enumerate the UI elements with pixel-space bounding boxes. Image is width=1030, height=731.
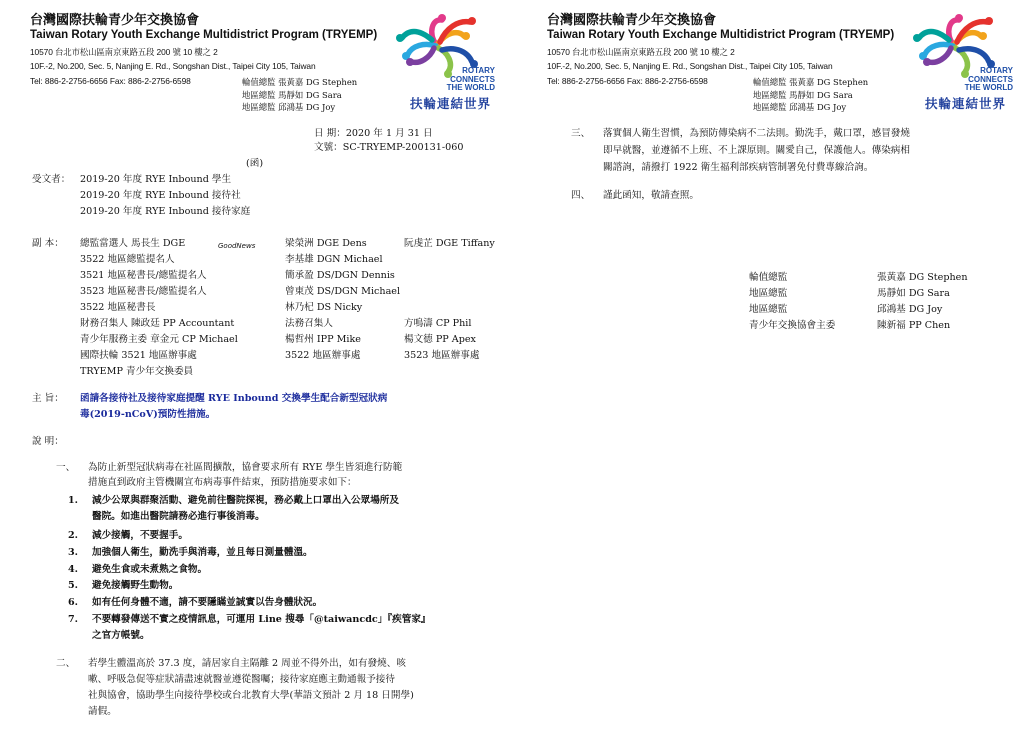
paragraph-2-line-2: 嗽、呼吸急促等症狀請盡速就醫並遵從醫囑；接待家庭應主動通報予接待	[88, 674, 395, 685]
paragraph-2-number: 二、	[56, 658, 76, 669]
subject-label: 主 旨：	[32, 393, 64, 404]
subject-line-1: 函請各接待社及接待家庭提醒 RYE Inbound 交換學生配合新型冠狀病	[80, 393, 388, 404]
paragraph-2-line-3: 社與協會，協助學生向接待學校或台北教育大學(華語文預計 2 月 18 日開學)	[88, 690, 414, 701]
logo-cn-text: 扶輪連結世界	[925, 96, 1007, 111]
closing-name-2: 馬靜如 DG Sara	[877, 288, 950, 299]
closing-name-1: 張黃嘉 DG Stephen	[877, 272, 968, 283]
address-cn: 10570 台北市松山區南京東路五段 200 號 10 樓之 2	[547, 47, 735, 57]
cc-row-1-col-2: 梁榮洲 DGE Dens	[285, 238, 367, 249]
logo-tagline: ROTARY CONNECTS THE WORLD	[964, 66, 1013, 92]
cc-row-5-col-2: 林乃杞 DS Nicky	[285, 302, 363, 313]
cc-row-7-col-3: 楊文德 PP Apex	[404, 334, 476, 345]
letter-page-2	[515, 0, 1030, 731]
letter-ref-no: 文號：SC-TRYEMP-200131-060	[314, 142, 464, 153]
measure-6-number: 6.	[68, 597, 79, 608]
cc-row-7-col-2: 楊哲州 IPP Mike	[285, 334, 361, 345]
paragraph-3-number: 三、	[571, 128, 591, 139]
org-name-cn: 台灣國際扶輪青少年交換協會	[547, 13, 717, 28]
measure-2-number: 2.	[68, 530, 79, 541]
signatory-3: 地區總監 邱鴻基 DG Joy	[753, 102, 847, 112]
org-name-cn: 台灣國際扶輪青少年交換協會	[30, 13, 200, 28]
closing-title-3: 地區總監	[749, 304, 788, 315]
paragraph-1-line-2: 措施直到政府主管機關宣布病毒事件結束，預防措施要求如下：	[88, 477, 357, 488]
cc-row-4-col-2: 曾東茂 DS/DGN Michael	[285, 286, 401, 297]
cc-row-6-col-2: 法務召集人	[285, 318, 333, 329]
contact-info: Tel: 886-2-2756-6656 Fax: 886-2-2756-6598	[547, 76, 708, 86]
org-name-en: Taiwan Rotary Youth Exchange Multidistrict Program (TRYEMP)	[30, 29, 378, 41]
logo-tagline: ROTARY CONNECTS THE WORLD	[446, 66, 495, 92]
letter-date: 日 期：2020 年 1 月 31 日	[314, 128, 433, 139]
paragraph-4-text: 謹此函知，敬請查照。	[603, 190, 699, 201]
paragraph-3-line-3: 關諮詢，請撥打 1922 衛生福利部疾病管制署免付費專線洽詢。	[603, 162, 874, 173]
measure-5-number: 5.	[68, 580, 79, 591]
signatory-1: 輪值總監 張黃嘉 DG Stephen	[242, 77, 358, 87]
measure-2-text: 減少接觸，不要握手。	[92, 530, 188, 541]
subject-line-2: 毒(2019-nCoV)預防性措施。	[80, 409, 216, 420]
address-en: 10F.-2, No.200, Sec. 5, Nanjing E. Rd., Songshan Dist., Taipei City 105, Taiwan	[547, 61, 833, 71]
cc-row-3-col-1: 3521 地區秘書長/總監提名人	[80, 270, 207, 281]
signatory-2: 地區總監 馬靜如 DG Sara	[753, 90, 853, 100]
cc-row-1-col-1: 總監當選人 馬長生 DGE	[80, 238, 186, 249]
logo-cn-text: 扶輪連結世界	[410, 96, 492, 111]
org-name-en: Taiwan Rotary Youth Exchange Multidistrict Program (TRYEMP)	[547, 29, 895, 41]
paragraph-2-line-1: 若學生體溫高於 37.3 度，請居家自主隔離 2 周並不得外出，如有發燒、咳	[88, 658, 406, 669]
cc-row-2-col-2: 李基雄 DGN Michael	[285, 254, 383, 265]
cc-row-4-col-1: 3523 地區秘書長/總監提名人	[80, 286, 207, 297]
contact-info: Tel: 886-2-2756-6656 Fax: 886-2-2756-6598	[30, 76, 191, 86]
recipient-1: 2019-20 年度 RYE Inbound 學生	[80, 174, 232, 185]
measure-7-number: 7.	[68, 614, 79, 625]
cc-row-8-col-1: 國際扶輪 3521 地區辦事處	[80, 350, 197, 361]
cc-label: 副 本：	[32, 238, 64, 249]
measure-1-number: 1.	[68, 495, 79, 506]
measure-3-text: 加強個人衛生，勤洗手與消毒，並且每日測量體溫。	[92, 547, 313, 558]
closing-title-4: 青少年交換協會主委	[749, 320, 836, 331]
cc-row-9-col-1: TRYEMP 青少年交換委員	[80, 366, 194, 377]
address-en: 10F.-2, No.200, Sec. 5, Nanjing E. Rd., Songshan Dist., Taipei City 105, Taiwan	[30, 61, 316, 71]
recipient-2: 2019-20 年度 RYE Inbound 接待社	[80, 190, 241, 201]
cc-row-6-col-1: 財務召集人 陳政廷 PP Accountant	[80, 318, 235, 329]
cc-row-8-col-3: 3523 地區辦事處	[404, 350, 480, 361]
closing-name-4: 陳新福 PP Chen	[877, 320, 951, 331]
paragraph-3-line-1: 落實個人衛生習慣，為預防傳染病不二法則。勤洗手，戴口罩，感冒發燒	[603, 128, 910, 139]
signatory-3: 地區總監 邱鴻基 DG Joy	[242, 102, 336, 112]
signatory-1: 輪值總監 張黃嘉 DG Stephen	[753, 77, 869, 87]
measure-4-number: 4.	[68, 564, 79, 575]
cc-row-8-col-2: 3522 地區辦事處	[285, 350, 361, 361]
address-cn: 10570 台北市松山區南京東路五段 200 號 10 樓之 2	[30, 47, 218, 57]
measure-5-text: 避免接觸野生動物。	[92, 580, 179, 591]
paragraph-3-line-2: 即早就醫，並遵循不上班、不上課原則。關愛自己，保護他人。傳染病相	[603, 145, 910, 156]
good-news-mark: GoodNews	[218, 242, 256, 250]
cc-row-6-col-3: 方鳴濤 CP Phil	[404, 318, 472, 329]
cc-row-2-col-1: 3522 地區總監提名人	[80, 254, 175, 265]
measure-1-line-1: 減少公眾與群聚活動、避免前往醫院探視，務必戴上口罩出入公眾場所及	[92, 495, 399, 506]
measure-7-line-2: 之官方帳號。	[92, 630, 150, 641]
paragraph-1-line-1: 為防止新型冠狀病毒在社區間擴散，協會要求所有 RYE 學生皆須進行防範	[88, 462, 403, 473]
signatory-2: 地區總監 馬靜如 DG Sara	[242, 90, 342, 100]
paragraph-4-number: 四、	[571, 190, 591, 201]
cc-row-7-col-1: 青少年服務主委 章金元 CP Michael	[80, 334, 238, 345]
paragraph-2-line-4: 請假。	[88, 706, 117, 717]
measure-1-line-2: 醫院。如進出醫院請務必進行事後消毒。	[92, 511, 265, 522]
cc-row-3-col-2: 簡承盈 DS/DGN Dennis	[285, 270, 395, 281]
closing-name-3: 邱鴻基 DG Joy	[877, 304, 943, 315]
cc-row-1-col-3: 阮虔芷 DGE Tiffany	[404, 238, 495, 249]
measure-6-text: 如有任何身體不適，請不要隱瞞並誠實以告身體狀況。	[92, 597, 323, 608]
cc-row-5-col-1: 3522 地區秘書長	[80, 302, 156, 313]
measure-3-number: 3.	[68, 547, 79, 558]
closing-title-1: 輪值總監	[749, 272, 788, 283]
explain-label: 說 明：	[32, 436, 64, 447]
recipients-label: 受文者：	[32, 174, 71, 185]
recipient-3: 2019-20 年度 RYE Inbound 接待家庭	[80, 206, 251, 217]
letter-type: (函)	[246, 158, 264, 169]
paragraph-1-number: 一、	[56, 462, 76, 473]
closing-title-2: 地區總監	[749, 288, 788, 299]
measure-4-text: 避免生食或未煮熟之食物。	[92, 564, 208, 575]
measure-7-line-1: 不要轉發傳送不實之疫情訊息，可運用 Line 搜尋「@taiwancdc」『疾管家』	[92, 614, 431, 625]
